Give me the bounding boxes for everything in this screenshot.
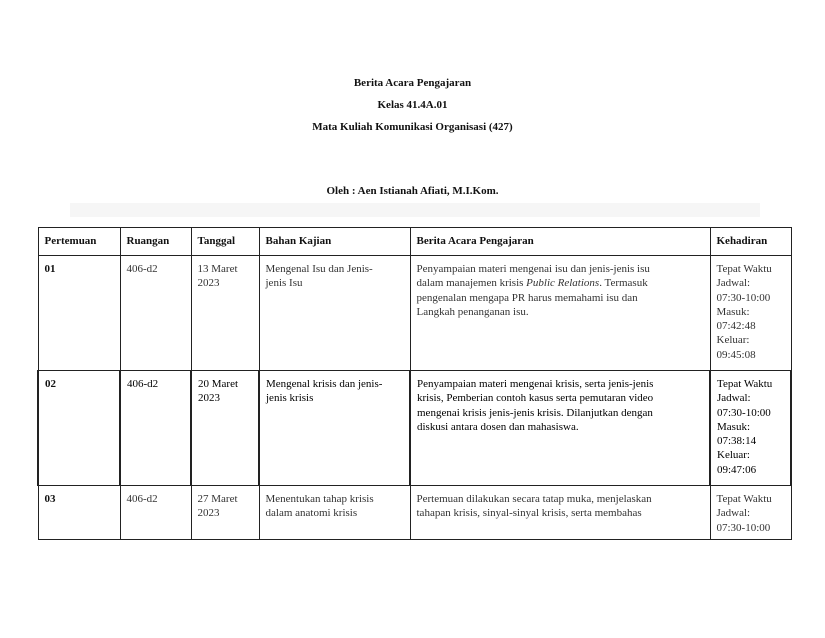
cell-bahan-kajian	[259, 486, 410, 540]
kehadiran-label: Keluar:	[717, 449, 750, 462]
berita-line: Penyampaian materi mengenai isu dan jenis-jenis isu	[416, 263, 650, 275]
cell-pertemuan: 03	[38, 486, 120, 540]
berita-line: Penyampaian materi mengenai krisis, serta jenis-jenis	[417, 378, 654, 390]
berita-line: tahapan krisis, sinyal-sinyal krisis, serta membahas	[416, 507, 642, 520]
cell-tanggal	[191, 371, 259, 486]
cell-pertemuan: 02	[38, 371, 120, 486]
tanggal-day-month: 20 Maret	[198, 378, 239, 390]
column-header-ruangan: Ruangan	[120, 228, 191, 256]
document-title: Berita Acara Pengajaran	[353, 77, 472, 89]
kehadiran-value: 07:38:14	[717, 435, 757, 448]
cell-kehadiran	[710, 371, 791, 486]
berita-italic-term: Public Relations	[526, 277, 600, 290]
tanggal-day-month: 13 Maret	[197, 263, 238, 275]
kehadiran-label: Masuk:	[716, 305, 750, 318]
tanggal-year: 2023	[197, 507, 220, 520]
cell-ruangan: 406-d2	[120, 371, 191, 486]
bahan-line: Mengenal Isu dan Jenis-	[265, 263, 373, 275]
column-header-berita-acara: Berita Acara Pengajaran	[410, 228, 710, 256]
kehadiran-value: 07:30-10:00	[716, 521, 771, 534]
berita-line: krisis, Pemberian contoh kasus serta pemutaran video	[417, 392, 654, 405]
course-name: Mata Kuliah Komunikasi Organisasi (427)	[312, 121, 513, 133]
berita-line: Pertemuan dilakukan secara tatap muka, menjelaskan	[416, 493, 652, 505]
berita-line: diskusi antara dosen dan mahasiswa.	[417, 420, 579, 433]
class-code: Kelas 41.4A.01	[377, 99, 448, 111]
column-header-tanggal: Tanggal	[191, 228, 259, 256]
table-row	[38, 256, 791, 371]
column-header-kehadiran: Kehadiran	[710, 228, 791, 256]
cell-bahan-kajian	[259, 371, 410, 486]
table-row	[38, 486, 791, 540]
berita-text: dalam manajemen krisis	[416, 277, 527, 290]
berita-line: Langkah penanganan isu.	[416, 305, 529, 318]
cell-berita-acara	[410, 371, 710, 486]
kehadiran-status: Tepat Waktu	[716, 493, 772, 505]
kehadiran-label: Keluar:	[716, 334, 750, 347]
kehadiran-value: 09:45:08	[716, 348, 756, 361]
cell-kehadiran	[710, 486, 791, 540]
cell-tanggal	[191, 486, 259, 540]
column-header-bahan-kajian: Bahan Kajian	[259, 228, 410, 256]
bahan-line: Menentukan tahap krisis	[265, 493, 374, 505]
table-header-row	[38, 228, 791, 256]
cell-tanggal	[191, 256, 259, 371]
bahan-line: Mengenal krisis dan jenis-	[266, 378, 383, 390]
tanggal-day-month: 27 Maret	[197, 493, 238, 505]
cell-kehadiran	[710, 256, 791, 371]
kehadiran-status: Tepat Waktu	[716, 263, 772, 275]
kehadiran-value: 07:42:48	[716, 320, 756, 333]
cell-berita-acara	[410, 256, 710, 371]
cell-bahan-kajian	[259, 256, 410, 371]
berita-line: pengenalan mengapa PR harus memahami isu dan	[416, 291, 638, 304]
kehadiran-status: Tepat Waktu	[717, 378, 773, 390]
bahan-line: dalam anatomi krisis	[265, 507, 358, 520]
lecturer-name: Oleh : Aen Istianah Afiati, M.I.Kom.	[326, 185, 499, 197]
cell-pertemuan: 01	[38, 256, 120, 371]
berita-line: mengenai krisis jenis-jenis krisis. Dilanjutkan dengan	[417, 406, 653, 419]
kehadiran-label: Jadwal:	[716, 507, 751, 520]
tanggal-year: 2023	[198, 392, 220, 405]
berita-line	[417, 276, 704, 290]
kehadiran-label: Jadwal:	[717, 392, 751, 405]
teaching-record-table	[37, 227, 792, 540]
cell-berita-acara	[410, 486, 710, 540]
column-header-pertemuan: Pertemuan	[38, 228, 120, 256]
kehadiran-value: 09:47:06	[717, 463, 757, 476]
tanggal-year: 2023	[197, 277, 220, 290]
kehadiran-value: 07:30-10:00	[716, 291, 771, 304]
table-row	[38, 371, 791, 486]
kehadiran-value: 07:30-10:00	[717, 406, 771, 419]
cell-ruangan: 406-d2	[120, 486, 191, 540]
cell-ruangan: 406-d2	[120, 256, 191, 371]
bahan-line: jenis krisis	[266, 392, 314, 405]
bahan-line: jenis Isu	[265, 277, 303, 290]
kehadiran-label: Jadwal:	[716, 277, 751, 290]
berita-text: . Termasuk	[599, 277, 648, 290]
separator-band	[70, 203, 760, 217]
kehadiran-label: Masuk:	[717, 420, 750, 433]
